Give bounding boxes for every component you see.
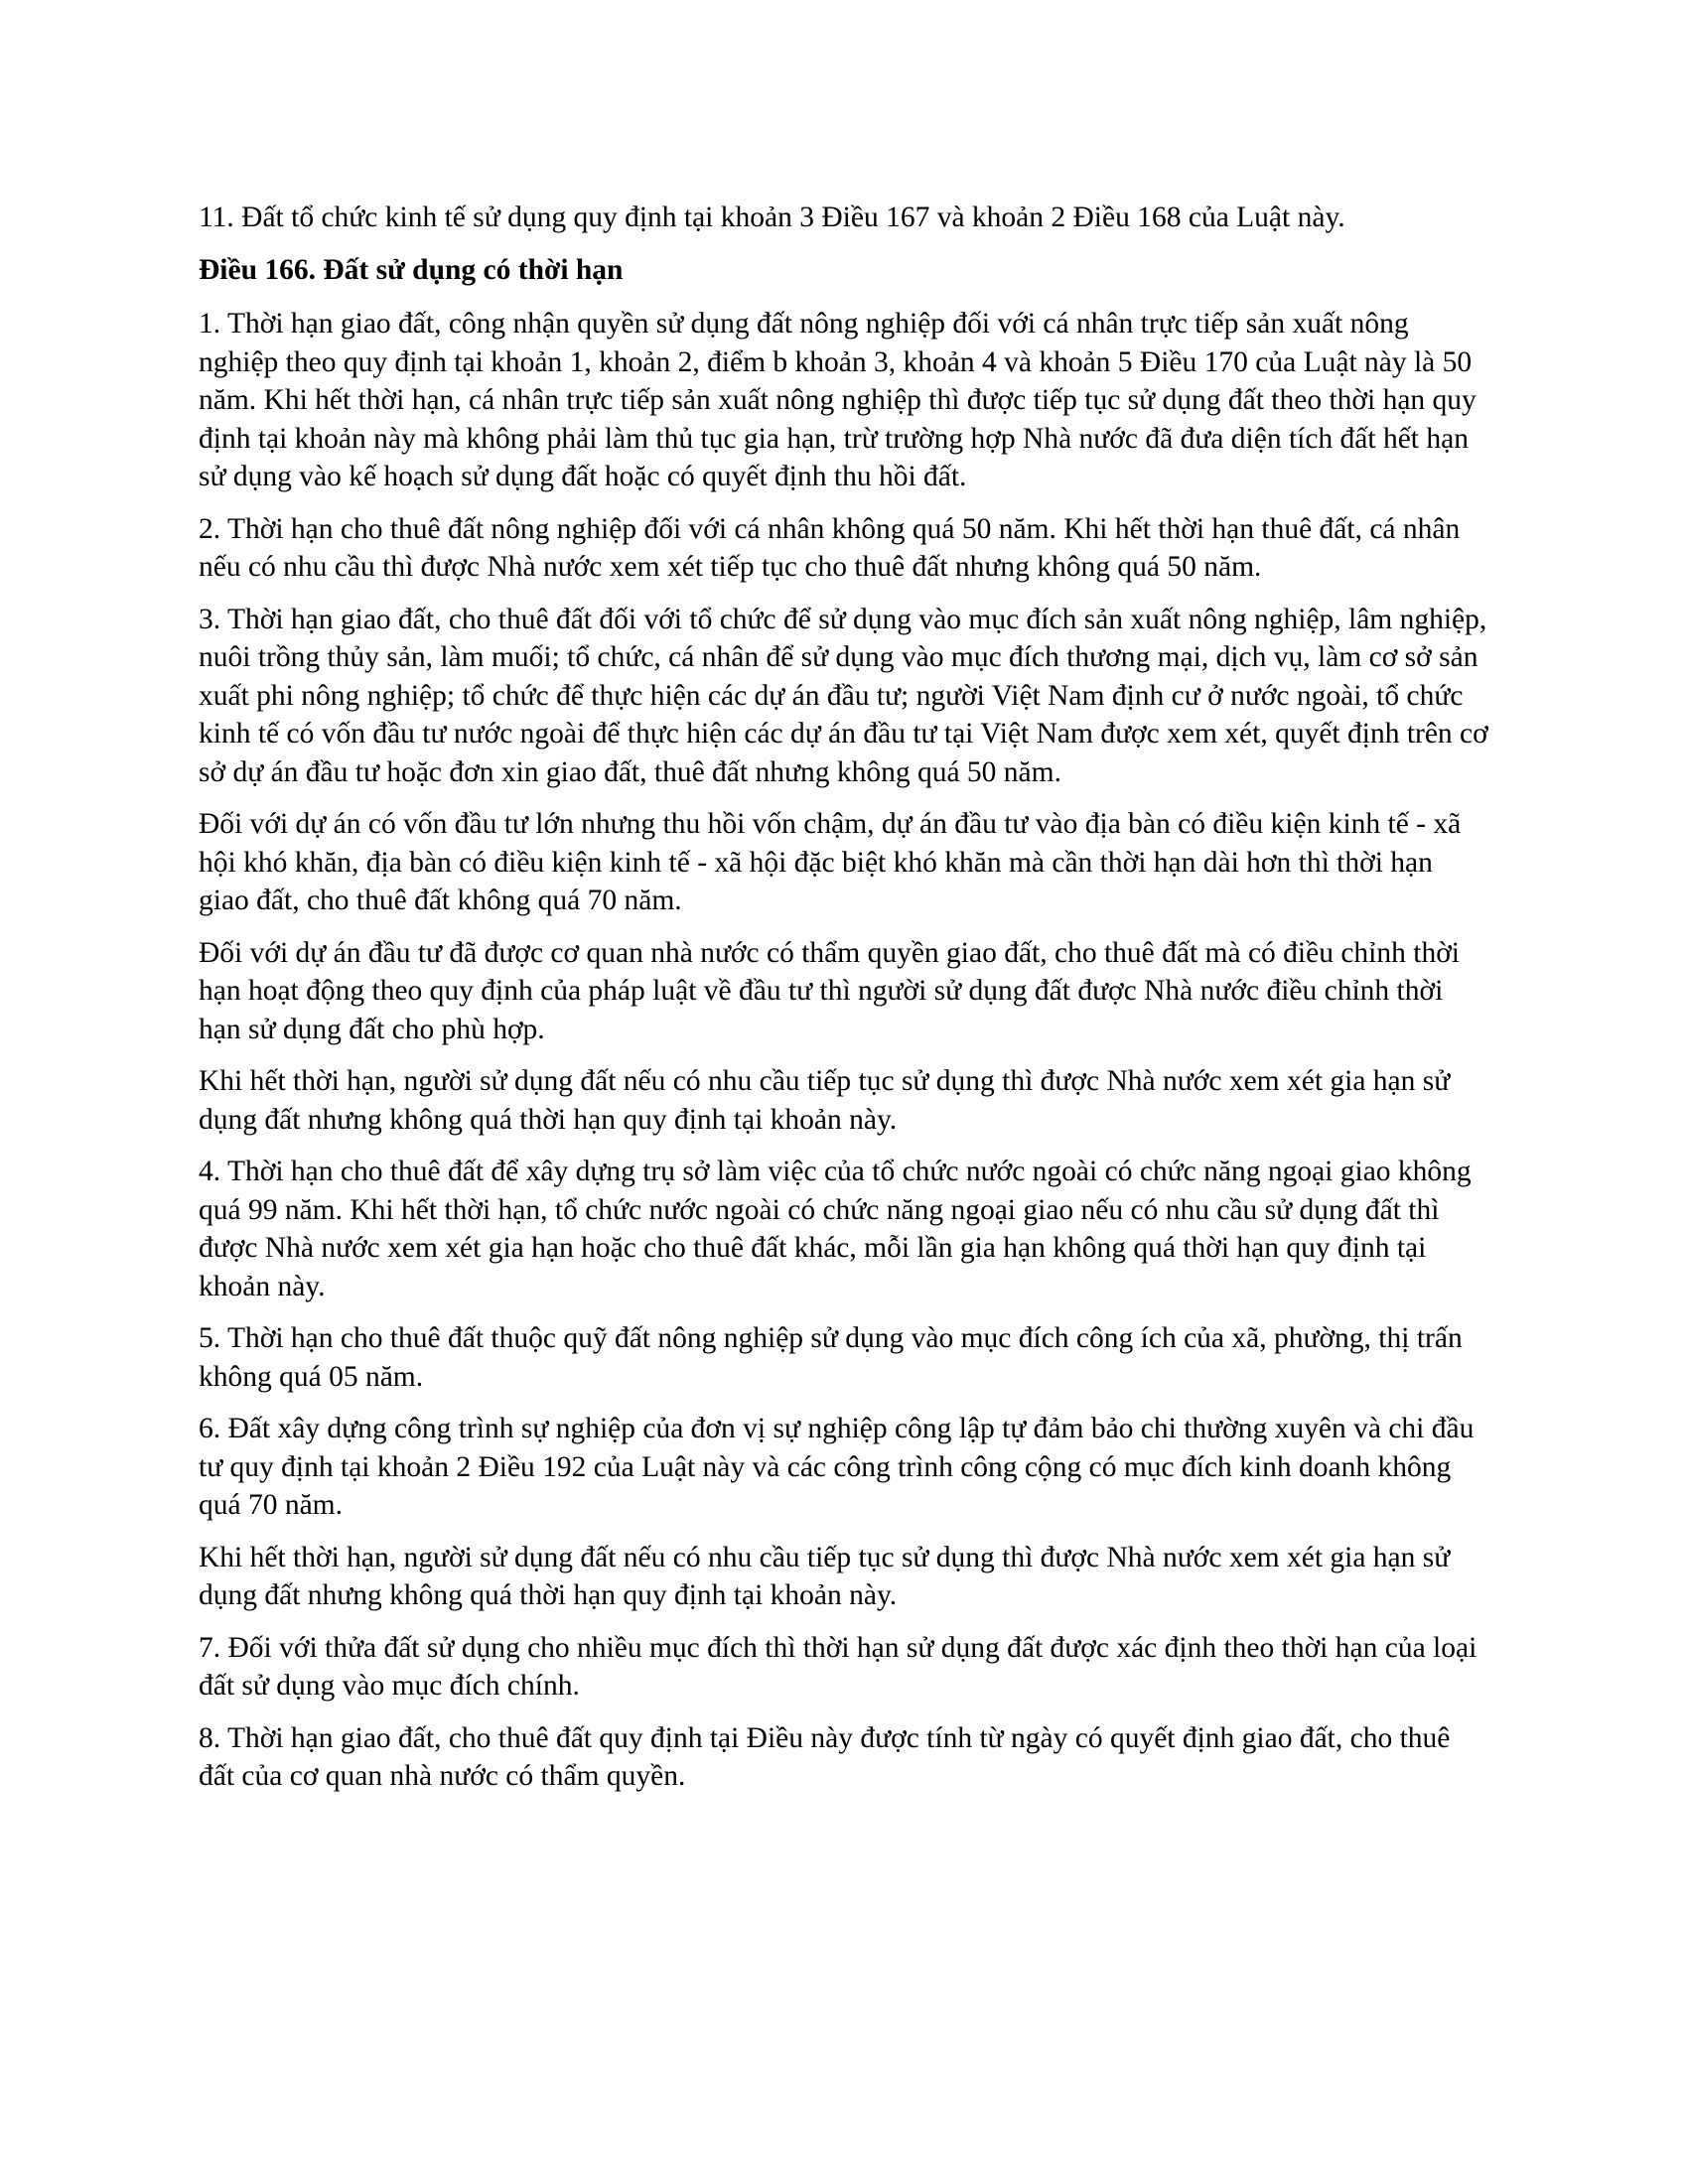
document-page — [199, 199, 1489, 1810]
paragraph-clause-3-large-projects: Đối với dự án có vốn đầu tư lớn nhưng thu hồi vốn chậm, dự án đầu tư vào địa bàn có điều kiện kinh tế - xã hội khó khăn, địa bàn có điều kiện kinh tế - xã hội đặc biệt khó khăn mà cần thời hạn dài hơn thì thời hạn giao đất, cho thuê đất không quá 70 năm. — [199, 808, 1462, 916]
paragraph-clause-3-extension: Khi hết thời hạn, người sử dụng đất nếu có nhu cầu tiếp tục sử dụng thì được Nhà nước xem xét gia hạn sử dụng đất nhưng không quá thời hạn quy định tại khoản này. — [199, 1065, 1451, 1136]
paragraph-clause-1: 1. Thời hạn giao đất, công nhận quyền sử dụng đất nông nghiệp đối với cá nhân trực tiếp sản xuất nông nghiệp theo quy định tại khoản 1, khoản 2, điểm b khoản 3, khoản 4 và khoản 5 Điều 170 của Luật này là 50 năm. Khi hết thời hạn, cá nhân trực tiếp sản xuất nông nghiệp thì được tiếp tục sử dụng đất theo thời hạn quy định tại khoản này mà không phải làm thủ tục gia hạn, trừ trường hợp Nhà nước đã đưa diện tích đất hết hạn sử dụng vào kế hoạch sử dụng đất hoặc có quyết định thu hồi đất. — [199, 308, 1477, 492]
paragraph-clause-3: 3. Thời hạn giao đất, cho thuê đất đối với tổ chức để sử dụng vào mục đích sản xuất nông nghiệp, lâm nghiệp, nuôi trồng thủy sản, làm muối; tổ chức, cá nhân để sử dụng vào mục đích thương mại, dịch vụ, làm cơ sở sản xuất phi nông nghiệp; tổ chức để thực hiện các dự án đầu tư; người Việt Nam định cư ở nước ngoài, tổ chức kinh tế có vốn đầu tư nước ngoài để thực hiện các dự án đầu tư tại Việt Nam được xem xét, quyết định trên cơ sở dự án đầu tư hoặc đơn xin giao đất, thuê đất nhưng không quá 50 năm. — [199, 603, 1488, 788]
article-heading: Điều 166. Đất sử dụng có thời hạn — [199, 253, 624, 286]
paragraph-clause-2: 2. Thời hạn cho thuê đất nông nghiệp đối với cá nhân không quá 50 năm. Khi hết thời hạn thuê đất, cá nhân nếu có nhu cầu thì được Nhà nước xem xét tiếp tục cho thuê đất nhưng không quá 50 năm. — [199, 512, 1461, 583]
paragraph-clause-3-adjusted-projects: Đối với dự án đầu tư đã được cơ quan nhà nước có thẩm quyền giao đất, cho thuê đất mà có điều chỉnh thời hạn hoạt động theo quy định của pháp luật về đầu tư thì người sử dụng đất được Nhà nước điều chỉnh thời hạn sử dụng đất cho phù hợp. — [199, 936, 1460, 1045]
paragraph-clause-5: 5. Thời hạn cho thuê đất thuộc quỹ đất nông nghiệp sử dụng vào mục đích công ích của xã, phường, thị trấn không quá 05 năm. — [199, 1322, 1463, 1393]
paragraph-clause-4: 4. Thời hạn cho thuê đất để xây dựng trụ sở làm việc của tổ chức nước ngoài có chức năng ngoại giao không quá 99 năm. Khi hết thời hạn, tổ chức nước ngoài có chức năng ngoại giao nếu có nhu cầu sử dụng đất thì được Nhà nước xem xét gia hạn hoặc cho thuê đất khác, mỗi lần gia hạn không quá thời hạn quy định tại khoản này. — [199, 1156, 1472, 1302]
paragraph-clause-7: 7. Đối với thửa đất sử dụng cho nhiều mục đích thì thời hạn sử dụng đất được xác định theo thời hạn của loại đất sử dụng vào mục đích chính. — [199, 1631, 1477, 1702]
paragraph-clause-8: 8. Thời hạn giao đất, cho thuê đất quy định tại Điều này được tính từ ngày có quyết định giao đất, cho thuê đất của cơ quan nhà nước có thẩm quyền. — [199, 1721, 1451, 1792]
paragraph-clause-6: 6. Đất xây dựng công trình sự nghiệp của đơn vị sự nghiệp công lập tự đảm bảo chi thường xuyên và chi đầu tư quy định tại khoản 2 Điều 192 của Luật này và các công trình công cộng có mục đích kinh doanh không quá 70 năm. — [199, 1413, 1475, 1521]
intro-item-paragraph: 11. Đất tổ chức kinh tế sử dụng quy định tại khoản 3 Điều 167 và khoản 2 Điều 168 của Luật này. — [199, 202, 1345, 233]
paragraph-clause-6-extension: Khi hết thời hạn, người sử dụng đất nếu có nhu cầu tiếp tục sử dụng thì được Nhà nước xem xét gia hạn sử dụng đất nhưng không quá thời hạn quy định tại khoản này. — [199, 1541, 1451, 1611]
